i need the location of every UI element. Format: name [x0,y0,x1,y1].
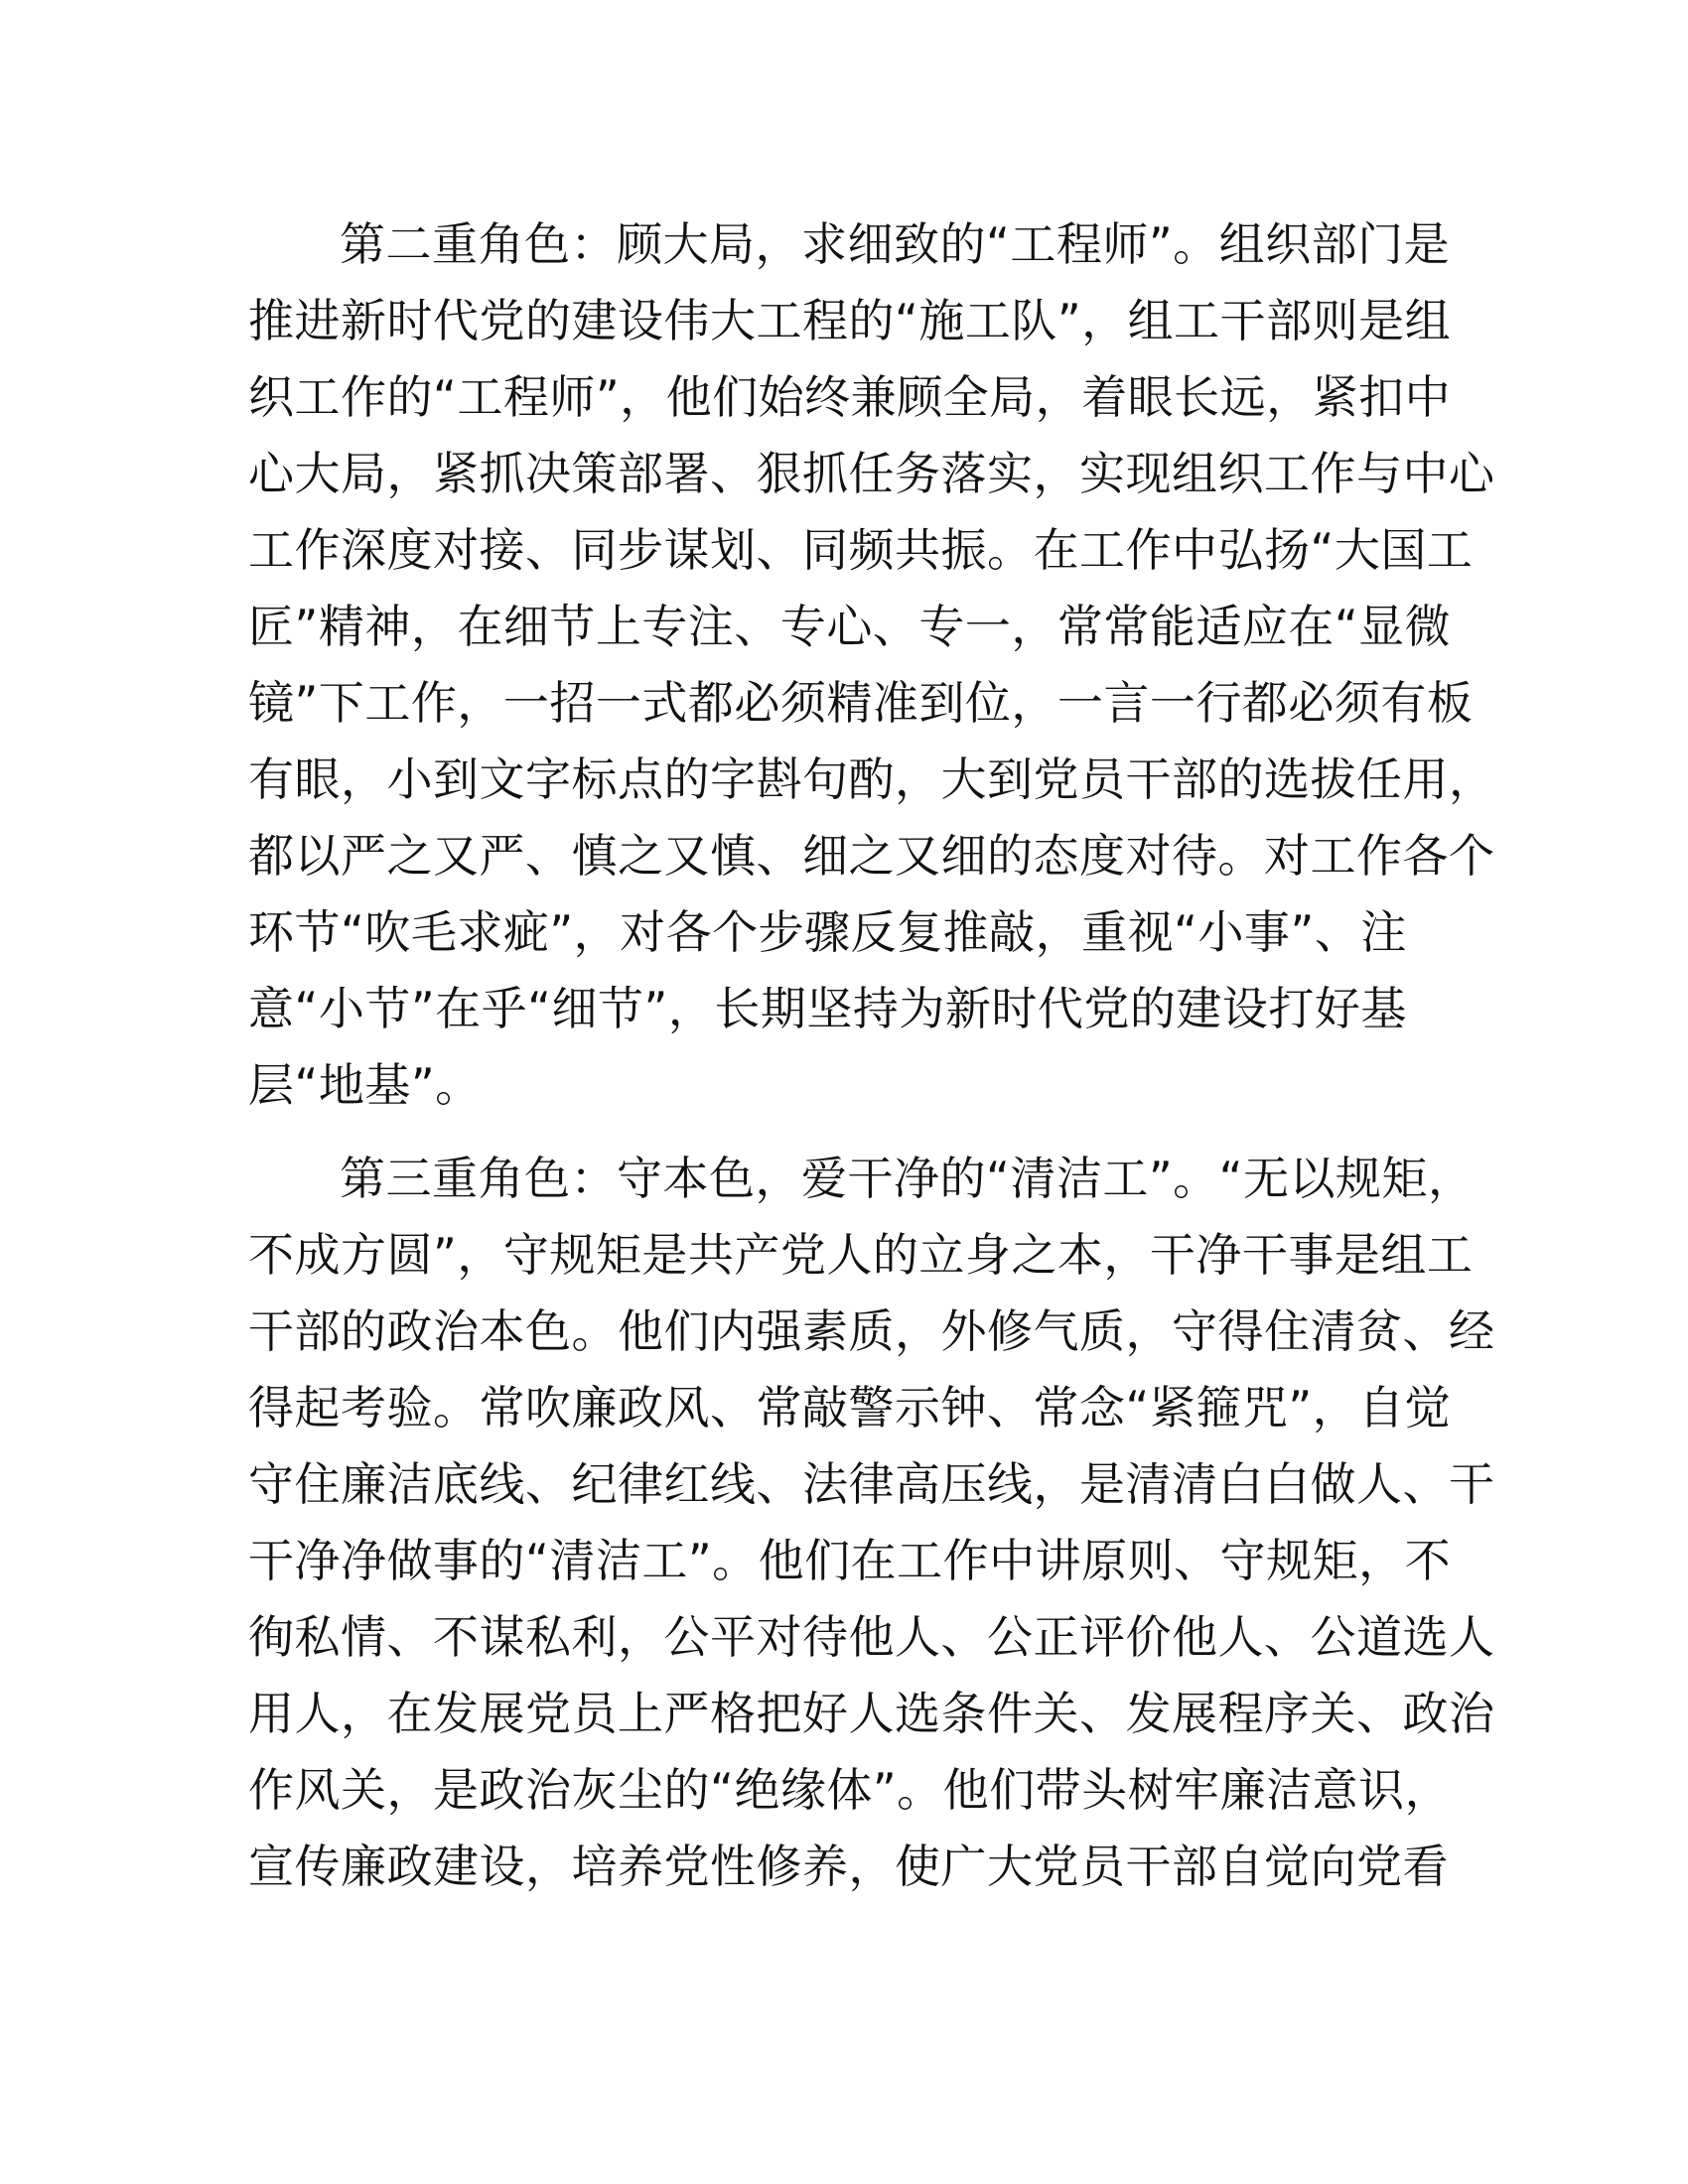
text-line: 层“地基”。 [248,1058,482,1112]
text-line: 干部的政治本色。他们内强素质，外修气质，守得住清贫、经 [248,1304,1495,1358]
text-line: 宣传廉政建设，培养党性修养，使广大党员干部自觉向党看 [248,1840,1449,1893]
text-line: 不成方圆”，守规矩是共产党人的立身之本，干净干事是组工 [248,1228,1474,1282]
text-line: 徇私情、不谋私利，公平对待他人、公正评价他人、公道选人 [248,1610,1495,1664]
text-line: 第二重角色：顾大局，求细致的“工程师”。组织部门是 [340,217,1451,271]
text-line: 第三重角色：守本色，爱干净的“清洁工”。“无以规矩， [340,1152,1475,1205]
text-line: 织工作的“工程师”，他们始终兼顾全局，着眼长远，紧扣中 [248,370,1452,424]
body-text [248,206,1495,1922]
text-line: 镜”下工作，一招一式都必须精准到位，一言一行都必须有板 [248,676,1474,730]
text-line: 用人，在发展党员上严格把好人选条件关、发展程序关、政治 [248,1687,1495,1740]
text-line: 守住廉洁底线、纪律红线、法律高压线，是清清白白做人、干 [248,1457,1495,1511]
text-line: 工作深度对接、同步谋划、同频共振。在工作中弘扬“大国工 [248,523,1474,577]
text-line: 意“小节”在乎“细节”，长期坚持为新时代党的建设打好基 [248,982,1407,1035]
text-line: 有眼，小到文字标点的字斟句酌，大到党员干部的选拔任用， [248,752,1495,806]
text-line: 作风关，是政治灰尘的“绝缘体”。他们带头树牢廉洁意识， [248,1763,1452,1817]
text-line: 干净净做事的“清洁工”。他们在工作中讲原则、守规矩，不 [248,1534,1452,1587]
text-line: 都以严之又严、慎之又慎、细之又细的态度对待。对工作各个 [248,829,1495,883]
paragraph-role-two [248,206,1495,1124]
text-line: 心大局，紧抓决策部署、狠抓任务落实，实现组织工作与中心 [248,447,1495,500]
text-line: 匠”精神，在细节上专注、专心、专一，常常能适应在“显微 [248,600,1452,653]
text-line: 推进新时代党的建设伟大工程的“施工队”，组工干部则是组 [248,294,1452,347]
paragraph-role-three [248,1141,1495,1905]
text-line: 环节“吹毛求疵”，对各个步骤反复推敲，重视“小事”、注 [248,905,1407,959]
text-line: 得起考验。常吹廉政风、常敲警示钟、常念“紧箍咒”，自觉 [248,1381,1452,1434]
